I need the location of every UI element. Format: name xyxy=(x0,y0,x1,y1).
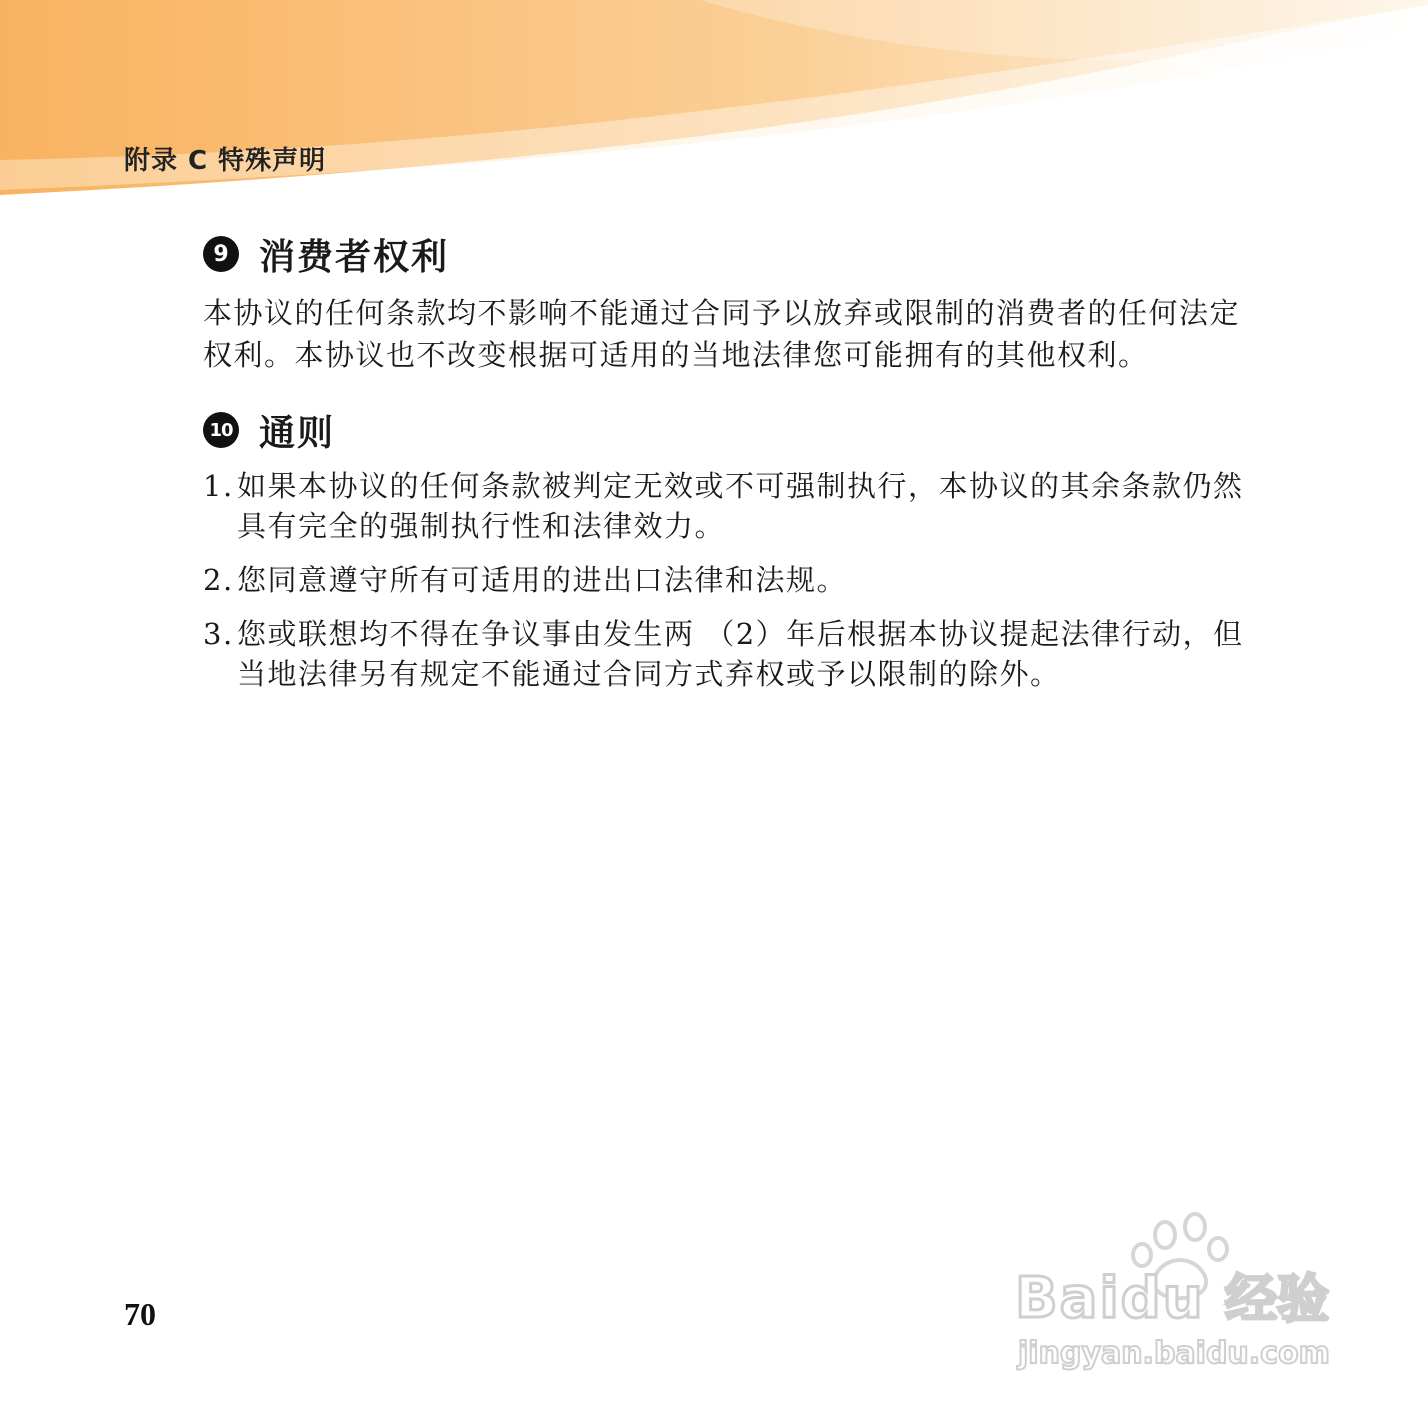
list-item-text: 您同意遵守所有可适用的进出口法律和法规。 xyxy=(237,563,848,597)
list-item xyxy=(203,466,1263,546)
main-content xyxy=(203,226,1263,708)
list-item-number: 1. xyxy=(203,469,234,503)
watermark-url: jingyan.baidu.com xyxy=(1018,1336,1330,1371)
section-number-badge: 10 xyxy=(203,412,239,448)
list-item-text: 如果本协议的任何条款被判定无效或不可强制执行，本协议的其余条款仍然具有完全的强制执行性和法律效力。 xyxy=(237,469,1244,543)
watermark-brand: Baidu xyxy=(1015,1266,1205,1331)
section-title: 通则 xyxy=(259,412,336,454)
section-number-badge: 9 xyxy=(203,236,239,272)
list-item-number: 2. xyxy=(203,563,234,597)
section-paragraph: 本协议的任何条款均不影响不能通过合同予以放弃或限制的消费者的任何法定权利。本协议也不改变根据可适用的当地法律您可能拥有的其他权利。 xyxy=(203,296,1241,372)
watermark-brand-suffix: 经验 xyxy=(1225,1270,1330,1330)
section-title: 消费者权利 xyxy=(259,236,450,278)
general-terms-list xyxy=(203,466,1263,694)
list-item xyxy=(203,560,1263,600)
section-heading-general xyxy=(203,402,1263,458)
header-title: 附录 C 特殊声明 xyxy=(124,146,327,176)
list-item-text: 您或联想均不得在争议事由发生两 （2）年后根据本协议提起法律行动，但当地法律另有规定不能通过合同方式弃权或予以限制的除外。 xyxy=(237,617,1244,691)
list-item-number: 3. xyxy=(203,617,234,651)
list-item xyxy=(203,614,1263,694)
watermark-logo xyxy=(1010,1205,1350,1375)
section-heading-consumer-rights xyxy=(203,226,1263,282)
page-number: 70 xyxy=(124,1296,156,1332)
